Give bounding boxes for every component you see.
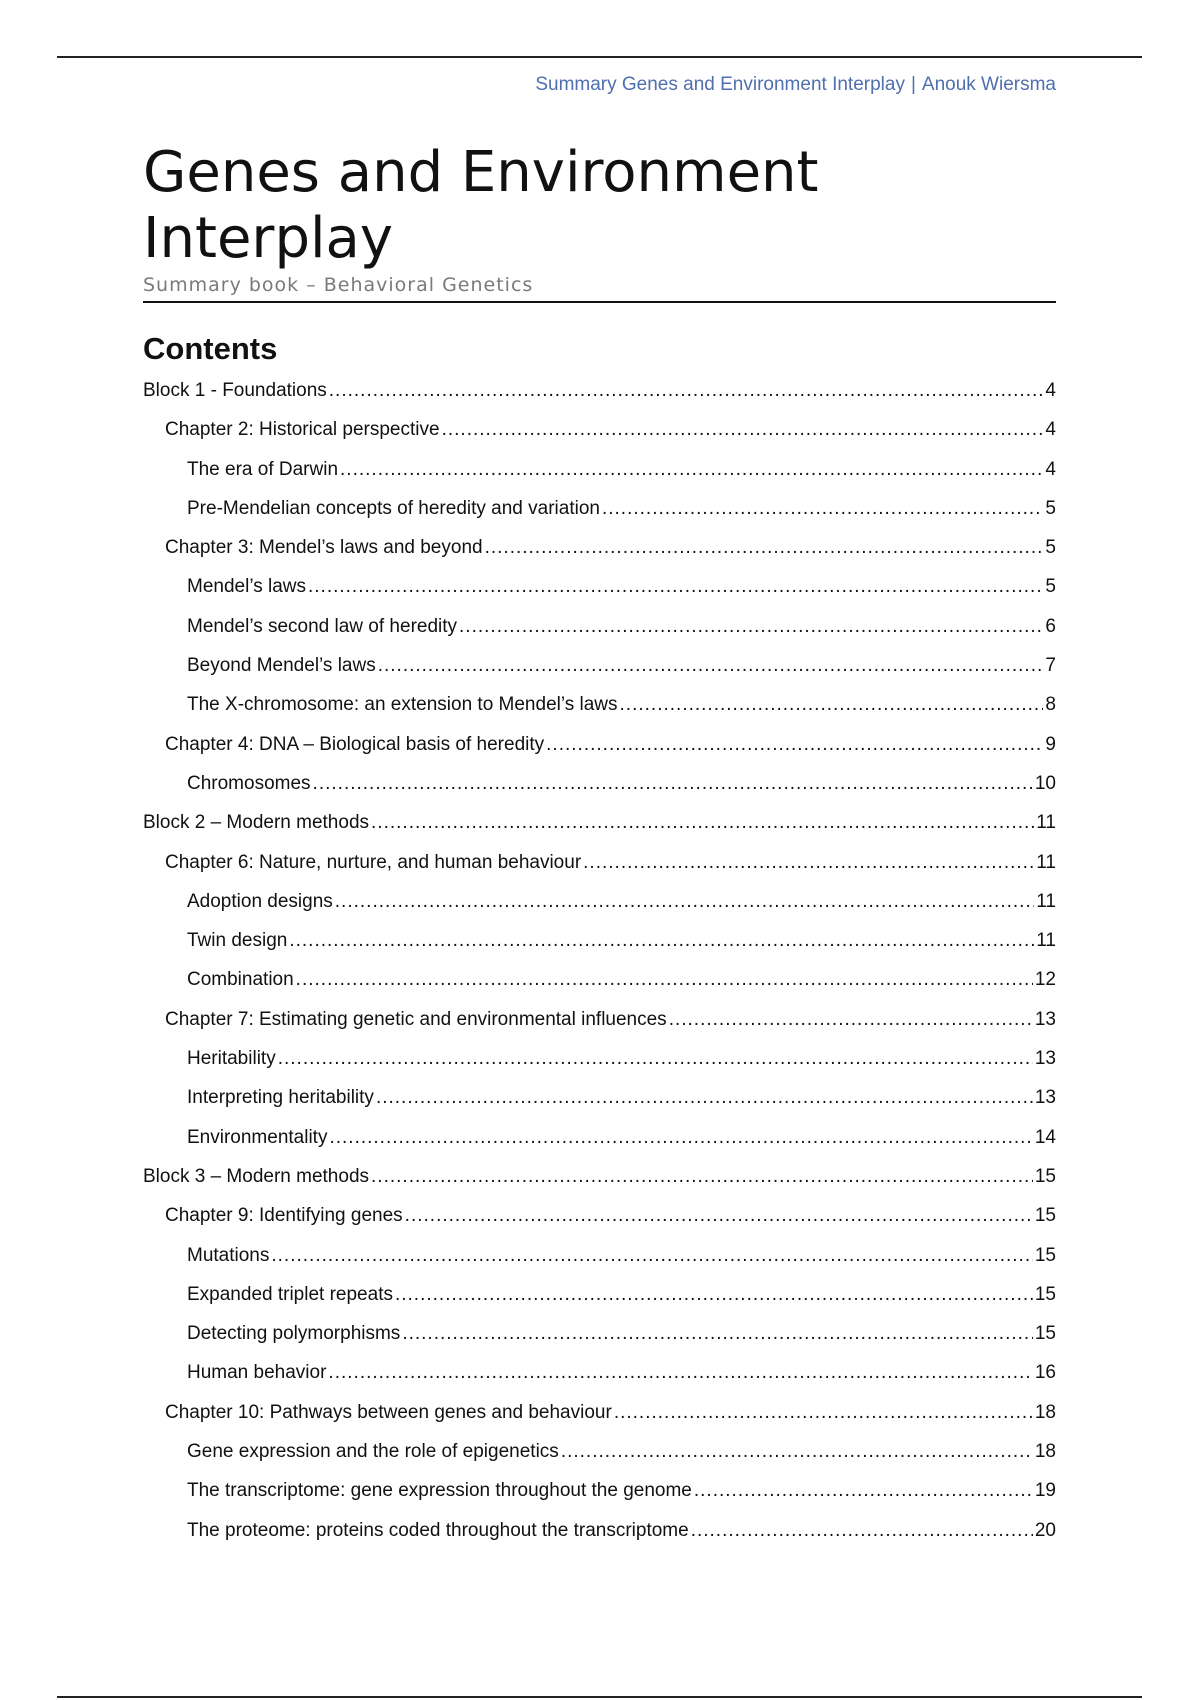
toc-dot-leader: [329, 1127, 1032, 1149]
toc-dot-leader: [691, 1520, 1033, 1542]
toc-entry-title: Twin design: [187, 930, 288, 952]
toc-dot-leader: [485, 537, 1044, 559]
toc-dot-leader: [313, 773, 1033, 795]
document-title-line-2: Interplay: [143, 206, 394, 271]
toc-dot-leader: [335, 891, 1034, 913]
running-header-separator: |: [910, 74, 916, 95]
toc-entry[interactable]: [143, 1480, 1056, 1519]
toc-entry[interactable]: [143, 1362, 1056, 1401]
toc-entry[interactable]: [143, 1166, 1056, 1205]
running-header-title: Summary Genes and Environment Interplay: [535, 74, 905, 95]
toc-entry-title: Chapter 7: Estimating genetic and environmental influences: [165, 1008, 667, 1030]
toc-dot-leader: [371, 1166, 1033, 1188]
toc-entry-page-number: 11: [1036, 890, 1056, 912]
toc-dot-leader: [296, 969, 1033, 991]
toc-entry-page-number: 8: [1045, 694, 1056, 716]
toc-entry-page-number: 15: [1034, 1205, 1056, 1227]
toc-entry[interactable]: [143, 773, 1056, 812]
top-rule: [57, 56, 1142, 58]
toc-entry[interactable]: [143, 852, 1056, 891]
toc-entry-title: Chapter 4: DNA – Biological basis of heredity: [165, 733, 545, 755]
toc-dot-leader: [620, 694, 1044, 716]
toc-entry-page-number: 15: [1034, 1165, 1056, 1187]
toc-entry-title: Block 3 – Modern methods: [143, 1165, 370, 1187]
toc-dot-leader: [371, 812, 1034, 834]
toc-entry-title: Mendel’s laws: [187, 576, 306, 598]
toc-dot-leader: [694, 1480, 1033, 1502]
toc-entry[interactable]: [143, 1441, 1056, 1480]
toc-entry[interactable]: [143, 1284, 1056, 1323]
toc-entry[interactable]: [143, 419, 1056, 458]
toc-dot-leader: [602, 498, 1043, 520]
toc-dot-leader: [614, 1402, 1033, 1424]
toc-entry[interactable]: [143, 576, 1056, 615]
toc-entry[interactable]: [143, 1009, 1056, 1048]
toc-entry[interactable]: [143, 1323, 1056, 1362]
toc-entry-title: The transcriptome: gene expression throughout the genome: [187, 1480, 692, 1502]
toc-entry-title: Chapter 6: Nature, nurture, and human behaviour: [165, 851, 582, 873]
toc-entry-title: Block 1 - Foundations: [143, 380, 327, 401]
toc-entry-page-number: 15: [1034, 1244, 1056, 1266]
running-header-author: Anouk Wiersma: [921, 74, 1056, 95]
toc-entry-page-number: 6: [1045, 615, 1056, 637]
toc-entry-page-number: 18: [1034, 1401, 1056, 1423]
toc-entry[interactable]: [143, 891, 1056, 930]
toc-dot-leader: [329, 380, 1044, 402]
toc-entry-title: Chromosomes: [187, 772, 311, 794]
toc-entry-title: Adoption designs: [187, 890, 333, 912]
toc-entry-page-number: 5: [1045, 576, 1056, 598]
toc-entry-title: Chapter 9: Identifying genes: [165, 1205, 403, 1227]
toc-entry-page-number: 5: [1045, 497, 1056, 519]
bottom-rule: [57, 1696, 1142, 1698]
toc-dot-leader: [395, 1284, 1033, 1306]
toc-dot-leader: [459, 616, 1043, 638]
toc-entry-title: Block 2 – Modern methods: [143, 812, 370, 834]
toc-entry[interactable]: [143, 1127, 1056, 1166]
toc-entry-title: Human behavior: [187, 1362, 327, 1384]
toc-entry-page-number: 14: [1034, 1126, 1056, 1148]
toc-dot-leader: [289, 930, 1034, 952]
toc-dot-leader: [583, 852, 1034, 874]
toc-dot-leader: [442, 419, 1044, 441]
toc-entry[interactable]: [143, 537, 1056, 576]
toc-dot-leader: [271, 1245, 1032, 1267]
toc-entry[interactable]: [143, 1048, 1056, 1087]
toc-entry[interactable]: [143, 734, 1056, 773]
toc-entry-page-number: 13: [1034, 1087, 1056, 1109]
toc-entry-title: Expanded triplet repeats: [187, 1283, 393, 1305]
toc-entry[interactable]: [143, 1087, 1056, 1126]
title-block: [143, 140, 1056, 303]
toc-entry-page-number: 4: [1045, 380, 1056, 401]
document-subtitle: Summary book – Behavioral Genetics: [143, 274, 1056, 303]
toc-entry[interactable]: [143, 812, 1056, 851]
toc-entry-page-number: 20: [1034, 1519, 1056, 1541]
document-title: [143, 140, 1056, 272]
toc-entry-title: Heritability: [187, 1048, 276, 1070]
toc-entry[interactable]: [143, 1402, 1056, 1441]
toc-dot-leader: [376, 1087, 1033, 1109]
toc-entry[interactable]: [143, 655, 1056, 694]
toc-entry-title: Mutations: [187, 1244, 270, 1266]
toc-entry-page-number: 10: [1034, 772, 1056, 794]
toc-entry-title: Pre-Mendelian concepts of heredity and variation: [187, 497, 600, 519]
toc-dot-leader: [340, 459, 1043, 481]
toc-entry[interactable]: [143, 459, 1056, 498]
toc-entry-title: The X-chromosome: an extension to Mendel’s laws: [187, 694, 618, 716]
toc-entry-page-number: 11: [1036, 930, 1056, 952]
toc-dot-leader: [405, 1205, 1033, 1227]
toc-entry-page-number: 4: [1045, 458, 1056, 480]
toc-entry[interactable]: [143, 380, 1056, 419]
toc-entry-title: Beyond Mendel’s laws: [187, 655, 376, 677]
toc-entry[interactable]: [143, 1205, 1056, 1244]
toc-entry-page-number: 4: [1045, 419, 1056, 441]
toc-entry[interactable]: [143, 498, 1056, 537]
toc-dot-leader: [546, 734, 1043, 756]
toc-entry-title: Mendel’s second law of heredity: [187, 615, 458, 637]
toc-entry-page-number: 7: [1045, 655, 1056, 677]
toc-entry-title: Combination: [187, 969, 294, 991]
toc-entry-page-number: 16: [1034, 1362, 1056, 1384]
toc-entry-title: Chapter 3: Mendel’s laws and beyond: [165, 537, 483, 559]
toc-dot-leader: [278, 1048, 1033, 1070]
toc-dot-leader: [328, 1362, 1032, 1384]
toc-dot-leader: [378, 655, 1044, 677]
toc-entry-page-number: 19: [1034, 1480, 1056, 1502]
toc-entry-page-number: 15: [1034, 1283, 1056, 1305]
toc-entry-title: Environmentality: [187, 1126, 328, 1148]
toc-entry-page-number: 18: [1034, 1441, 1056, 1463]
toc-entry[interactable]: [143, 1245, 1056, 1284]
toc-dot-leader: [402, 1323, 1033, 1345]
toc-entry[interactable]: [143, 616, 1056, 655]
toc-entry-title: Detecting polymorphisms: [187, 1323, 401, 1345]
table-of-contents: [143, 380, 1056, 1559]
toc-dot-leader: [308, 576, 1043, 598]
toc-entry[interactable]: [143, 1520, 1056, 1559]
toc-entry-page-number: 9: [1045, 733, 1056, 755]
toc-entry-page-number: 13: [1034, 1048, 1056, 1070]
toc-entry-page-number: 11: [1036, 851, 1056, 873]
toc-entry-page-number: 12: [1034, 969, 1056, 991]
toc-entry-title: Chapter 2: Historical perspective: [165, 419, 440, 441]
toc-dot-leader: [669, 1009, 1033, 1031]
toc-entry-page-number: 5: [1045, 537, 1056, 559]
toc-entry-page-number: 11: [1036, 812, 1056, 834]
document-title-line-1: Genes and Environment: [143, 140, 819, 205]
contents-heading: Contents: [143, 331, 278, 366]
toc-entry-title: Gene expression and the role of epigenetics: [187, 1441, 559, 1463]
toc-dot-leader: [561, 1441, 1033, 1463]
toc-entry-title: Chapter 10: Pathways between genes and behaviour: [165, 1401, 612, 1423]
toc-entry[interactable]: [143, 694, 1056, 733]
toc-entry-page-number: 13: [1034, 1008, 1056, 1030]
toc-entry[interactable]: [143, 930, 1056, 969]
running-header: [535, 74, 1056, 96]
toc-entry-title: The proteome: proteins coded throughout the transcriptome: [187, 1519, 689, 1541]
toc-entry-page-number: 15: [1034, 1323, 1056, 1345]
toc-entry-title: The era of Darwin: [187, 458, 339, 480]
toc-entry-title: Interpreting heritability: [187, 1087, 374, 1109]
toc-entry[interactable]: [143, 969, 1056, 1008]
